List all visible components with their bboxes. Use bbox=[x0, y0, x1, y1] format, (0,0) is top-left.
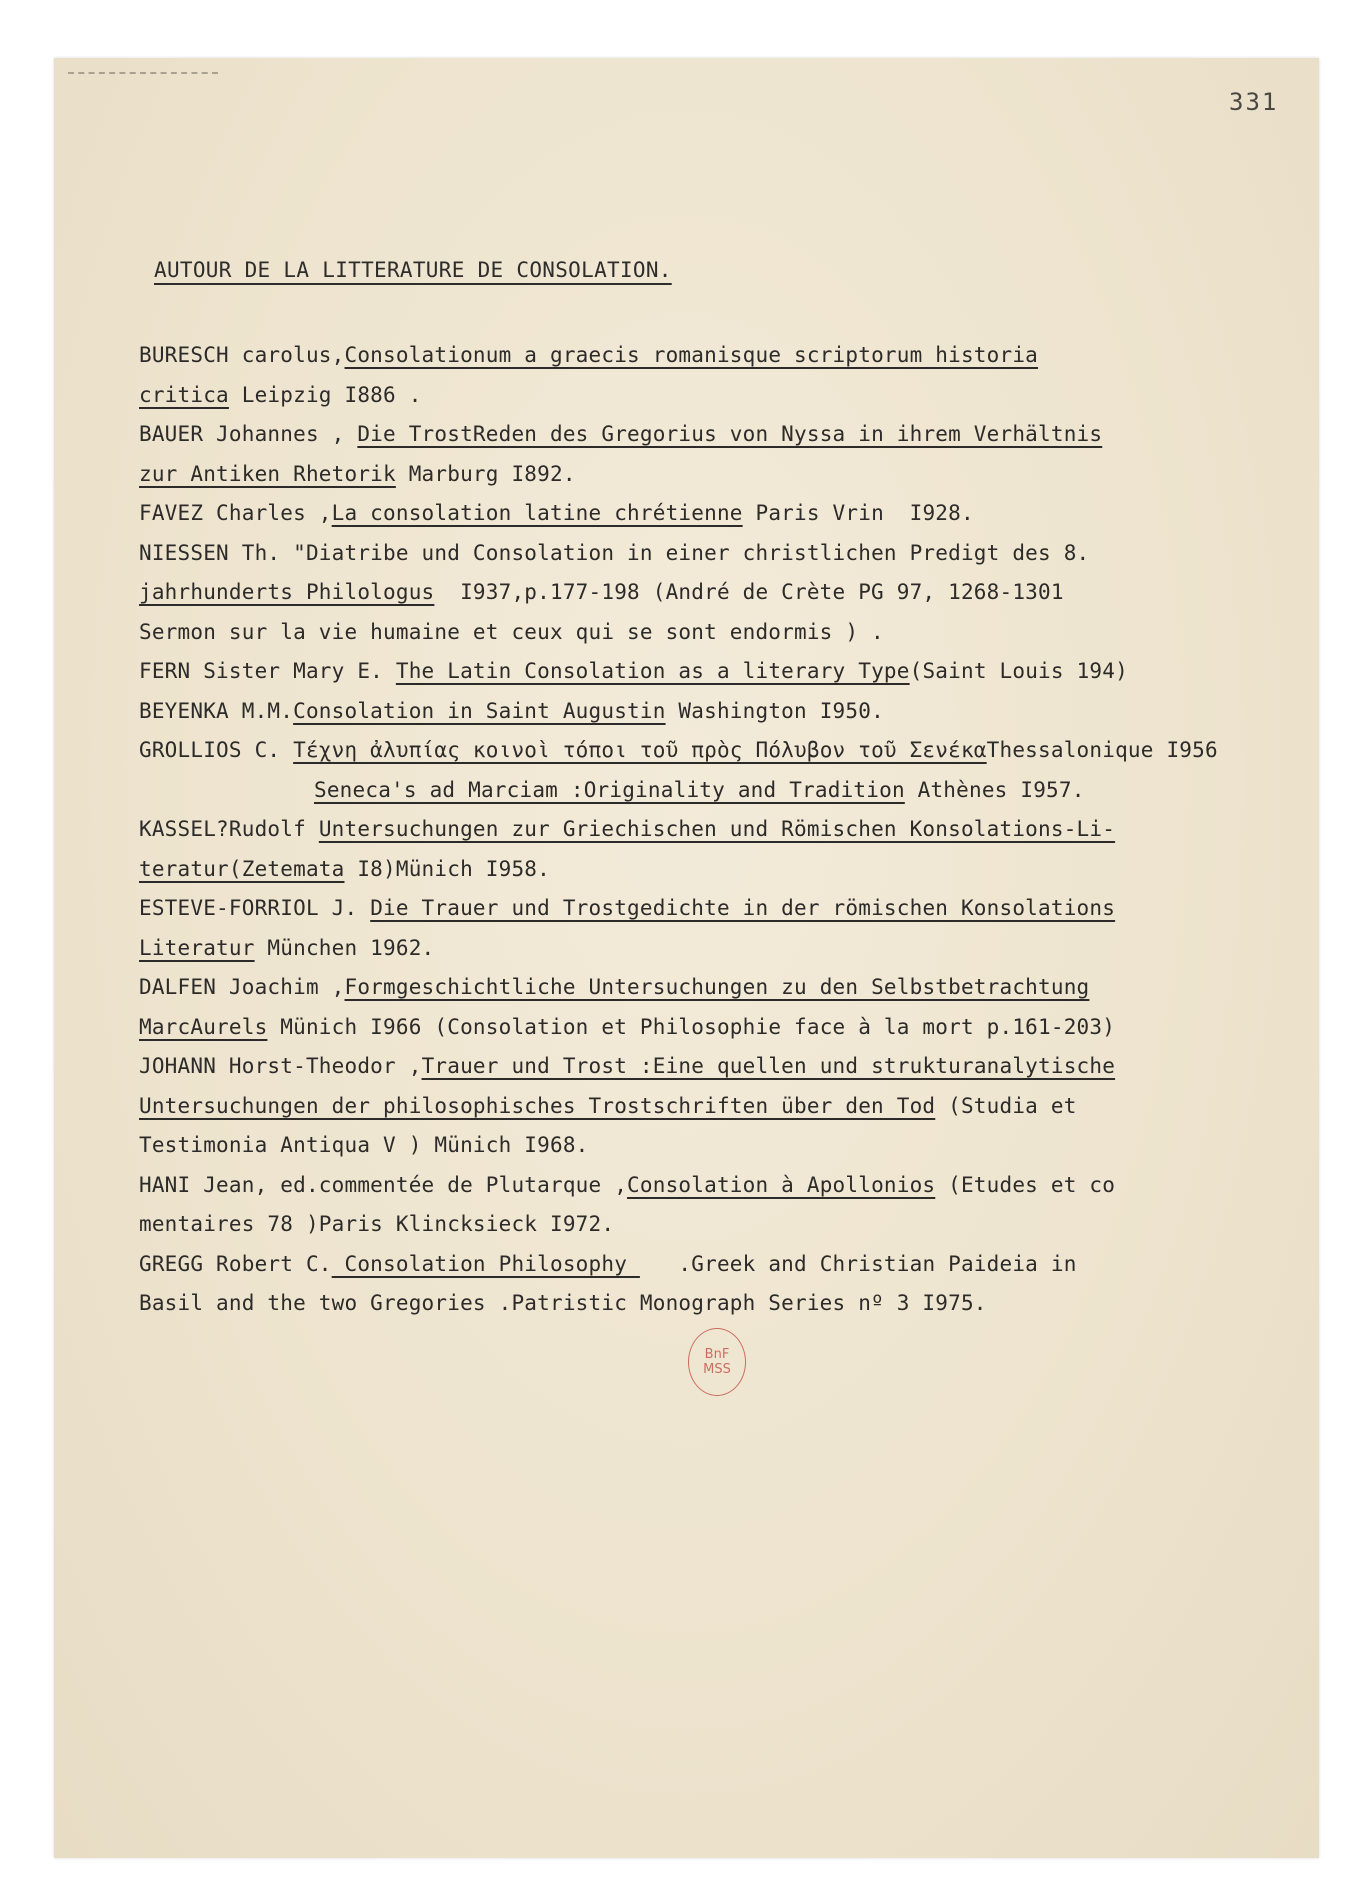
entry-details: Leipzig I886 . bbox=[228, 382, 422, 407]
entry-work-title: Seneca's ad Marciam :Originality and Tradition bbox=[314, 777, 905, 802]
entry-details: "Diatribe und Consolation in einer christlichen Predigt des 8. bbox=[293, 540, 1090, 565]
entry-work-title: Formgeschichtliche Untersuchungen zu den Selbstbetrachtung bbox=[344, 975, 1090, 999]
document-page bbox=[54, 58, 1319, 1858]
bibliography-line bbox=[139, 1284, 1324, 1324]
entry-author: DALFEN Joachim , bbox=[139, 975, 345, 999]
bibliography-line bbox=[139, 1008, 1324, 1048]
entry-work-title: Untersuchungen der philosophisches Trostschriften über den Tod bbox=[139, 1093, 936, 1118]
entry-work-title: Τέχνη ἀλυπίας κοινοὶ τόποι τοῦ πρὸς Πόλυβον τοῦ Σενέκα bbox=[293, 738, 987, 762]
entry-details: (Etudes et co bbox=[935, 1172, 1116, 1197]
entry-author: GROLLIOS C. bbox=[139, 738, 294, 762]
entry-details: Athènes I957. bbox=[904, 777, 1085, 802]
entry-details: Basil and the two Gregories .Patristic Monograph Series nº 3 I975. bbox=[139, 1291, 987, 1315]
bnf-library-stamp bbox=[688, 1328, 746, 1396]
entry-author: KASSEL?Rudolf bbox=[139, 817, 319, 841]
entry-work-title: Consolationum a graecis romanisque scriptorum historia bbox=[344, 343, 1039, 367]
entry-author: ESTEVE-FORRIOL J. bbox=[139, 896, 371, 920]
bibliography-line bbox=[139, 889, 1324, 929]
entry-author: BEYENKA M.M. bbox=[139, 698, 294, 723]
bibliography-line bbox=[139, 1087, 1324, 1127]
bibliography-line bbox=[139, 1205, 1324, 1245]
entry-author: GREGG Robert C. bbox=[139, 1251, 332, 1276]
entry-work-title: The Latin Consolation as a literary Type bbox=[395, 659, 910, 683]
entry-details: (Saint Louis 194) bbox=[909, 659, 1128, 683]
entry-work-title: La consolation latine chrétienne bbox=[331, 501, 743, 525]
entry-work-title: Die Trauer und Trostgedichte in der römischen Konsolations bbox=[370, 896, 1116, 920]
bibliography-line bbox=[139, 1047, 1324, 1087]
bibliography-line bbox=[139, 573, 1324, 613]
bibliography-line bbox=[139, 1166, 1324, 1206]
entry-work-title: jahrhunderts Philologus bbox=[139, 580, 435, 604]
bibliography-line bbox=[139, 1126, 1324, 1166]
entry-author: BURESCH carolus, bbox=[139, 343, 345, 367]
entry-author: FERN Sister Mary E. bbox=[139, 659, 396, 683]
stamp-line-1: BnF bbox=[704, 1347, 730, 1362]
document-title: AUTOUR DE LA LITTERATURE DE CONSOLATION. bbox=[154, 258, 672, 282]
entry-details: Münich I966 (Consolation et Philosophie face à la mort p.161-203) bbox=[267, 1014, 1116, 1039]
entry-details: Sermon sur la vie humaine et ceux qui se sont endormis ) . bbox=[139, 619, 884, 644]
entry-work-title: Untersuchungen zur Griechischen und Römischen Konsolations-Li- bbox=[318, 817, 1116, 841]
entry-details: Testimonia Antiqua V ) Münich I968. bbox=[139, 1133, 589, 1157]
entry-work-title: zur Antiken Rhetorik bbox=[139, 461, 396, 486]
bibliography-line bbox=[139, 455, 1324, 495]
entry-work-title: Die TrostReden des Gregorius von Nyssa in ihrem Verhältnis bbox=[357, 422, 1103, 446]
entry-details: (Studia et bbox=[935, 1093, 1077, 1118]
bibliography-line bbox=[139, 494, 1324, 534]
entry-details: I937,p.177-198 (André de Crète PG 97, 1268-1301 bbox=[434, 580, 1064, 604]
entry-details: .Greek and Christian Paideia in bbox=[639, 1251, 1077, 1276]
entry-author: BAUER Johannes , bbox=[139, 422, 358, 446]
entry-work-title: Trauer und Trost :Eine quellen und strukturanalytische bbox=[421, 1054, 1116, 1078]
entry-work-title: critica bbox=[139, 382, 229, 407]
bibliography-line bbox=[139, 929, 1324, 969]
bibliography-line bbox=[139, 850, 1324, 890]
entry-work-title: Consolation in Saint Augustin bbox=[293, 698, 666, 723]
stamp-line-2: MSS bbox=[703, 1362, 731, 1377]
entry-author: JOHANN Horst-Theodor , bbox=[139, 1054, 422, 1078]
entry-work-title: teratur(Zetemata bbox=[139, 856, 345, 881]
entry-details: Washington I950. bbox=[665, 698, 884, 723]
bibliography-line bbox=[139, 692, 1324, 732]
bibliography-line bbox=[139, 731, 1324, 771]
bibliography-list bbox=[139, 336, 1324, 1324]
entry-details: I8)Münich I958. bbox=[344, 856, 550, 881]
bibliography-line bbox=[139, 376, 1324, 416]
entry-details: Thessalonique I956 bbox=[986, 738, 1218, 762]
entry-author: FAVEZ Charles , bbox=[139, 501, 332, 525]
entry-work-title: Literatur bbox=[139, 935, 255, 960]
bibliography-line bbox=[139, 415, 1324, 455]
entry-author: HANI Jean, bbox=[139, 1172, 281, 1197]
bibliography-line bbox=[139, 652, 1324, 692]
page-number: 331 bbox=[1229, 88, 1279, 116]
bibliography-line bbox=[139, 810, 1324, 850]
entry-work-title: Consolation Philosophy bbox=[331, 1251, 640, 1276]
bibliography-line bbox=[139, 613, 1324, 653]
top-dashed-line bbox=[68, 72, 218, 74]
entry-work-title: Consolation à Apollonios bbox=[627, 1172, 936, 1197]
bibliography-line bbox=[139, 534, 1324, 574]
entry-details: ed.commentée de Plutarque , bbox=[280, 1172, 628, 1197]
entry-details: München 1962. bbox=[254, 935, 435, 960]
entry-author: NIESSEN Th. bbox=[139, 540, 294, 565]
bibliography-line bbox=[139, 336, 1324, 376]
entry-details: Marburg I892. bbox=[395, 461, 576, 486]
bibliography-line bbox=[139, 1245, 1324, 1285]
entry-work-title: MarcAurels bbox=[139, 1014, 268, 1039]
entry-details: mentaires 78 )Paris Klincksieck I972. bbox=[139, 1212, 615, 1236]
bibliography-line bbox=[139, 771, 1324, 811]
entry-details: Paris Vrin I928. bbox=[742, 501, 974, 525]
bibliography-line bbox=[139, 968, 1324, 1008]
